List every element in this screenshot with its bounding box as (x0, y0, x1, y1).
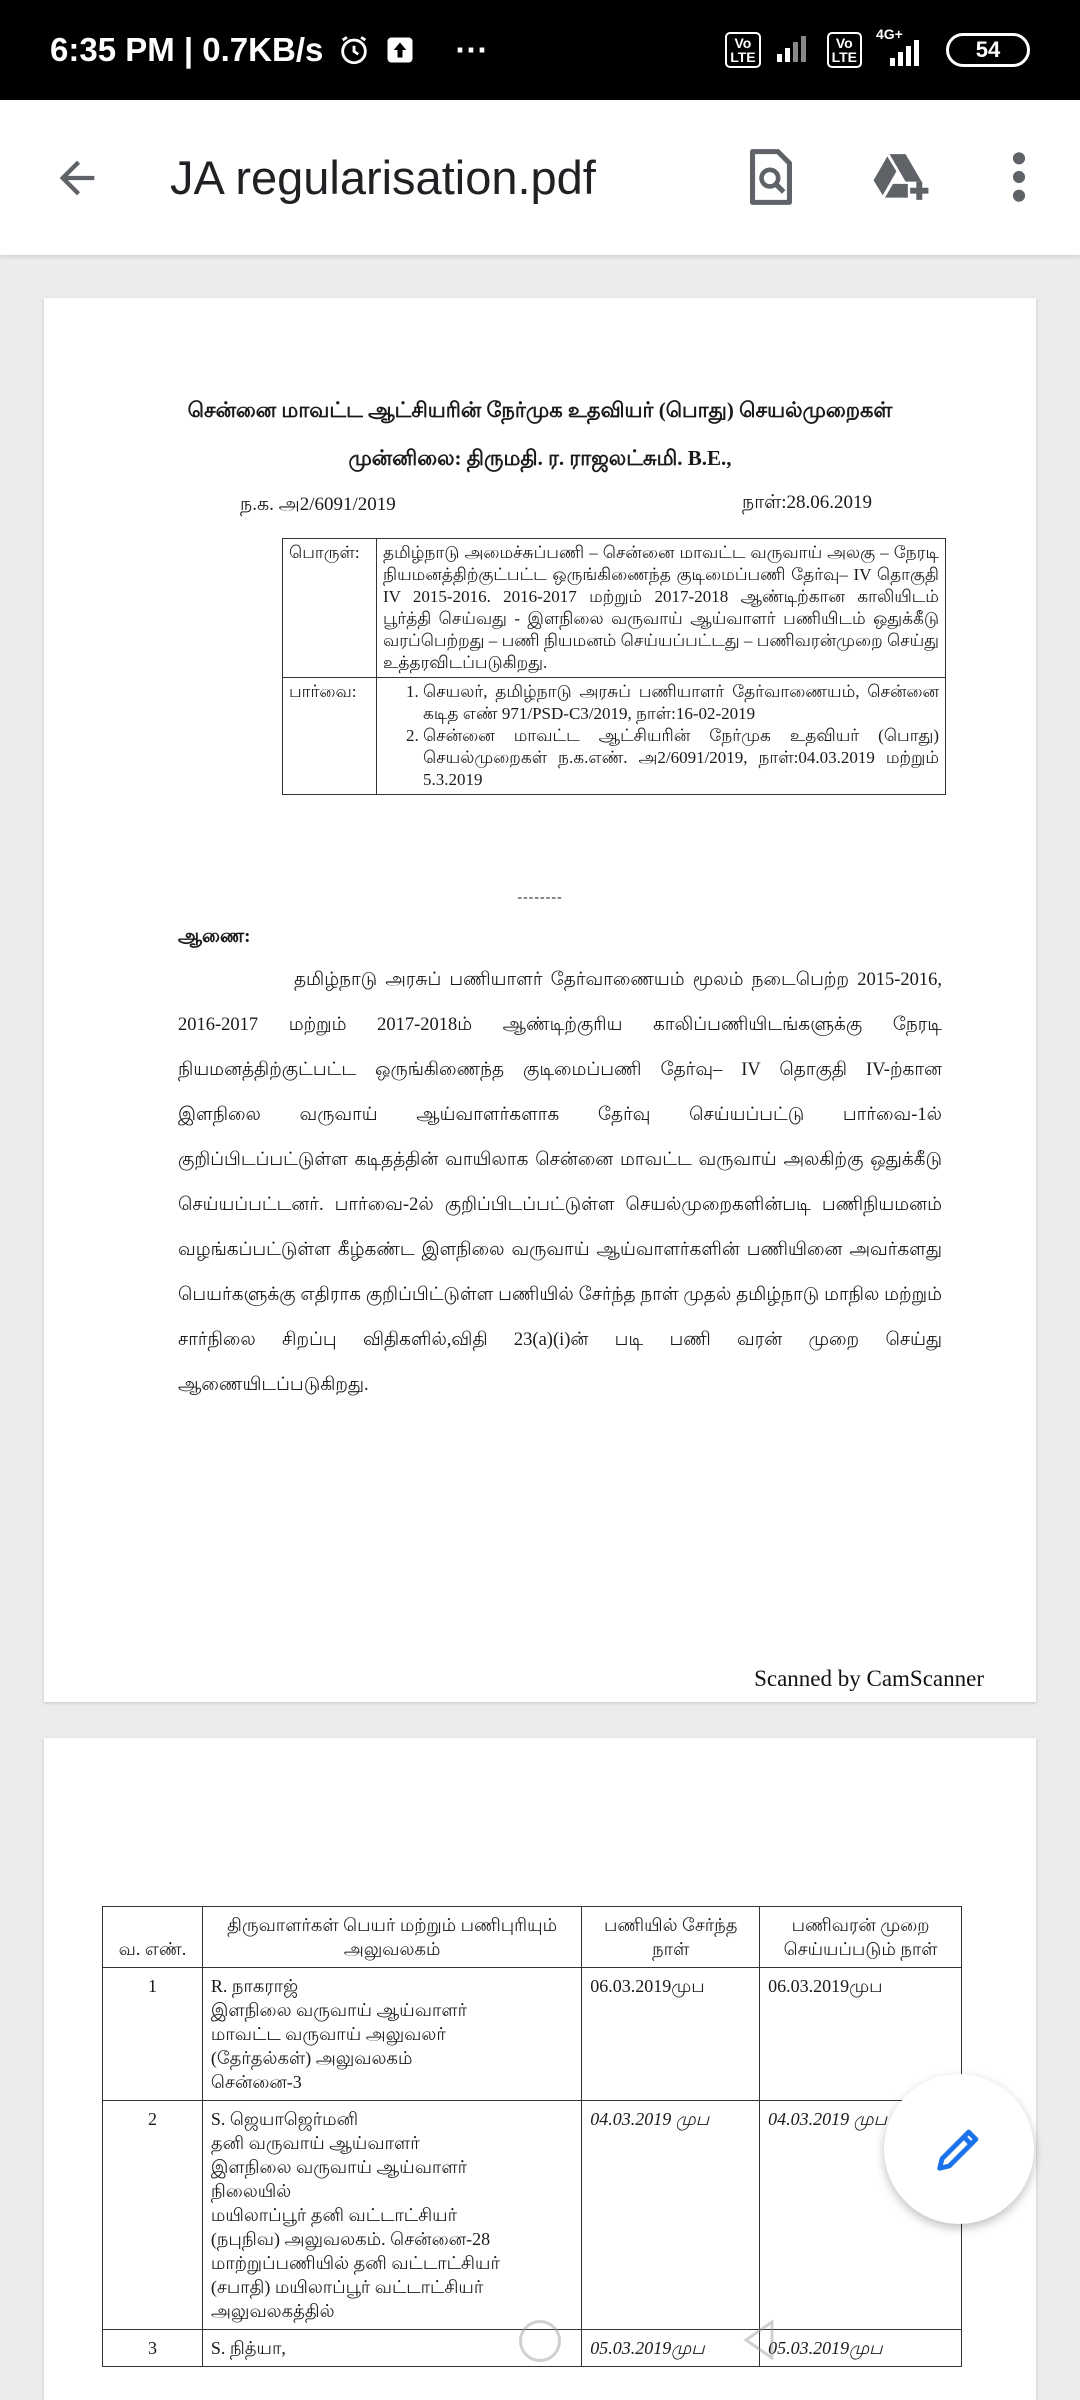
reference-list (383, 681, 939, 791)
row-name: S. ஜெயாஜெர்மனி தனி வருவாய் ஆய்வாளர் இளநிலை வருவாய் ஆய்வாளர் நிலையில் மயிலாப்பூர் தனி வட்டாட்சியர் (நபுநிவ) அலுவலகம். சென்னை-28 மாற்றுப்பணியில் தனி வட்டாட்சியர் (சபாதி) மயிலாப்பூர் வட்டாட்சியர் அலுவலகத்தில் (202, 2101, 581, 2330)
edit-fab-button[interactable] (884, 2074, 1034, 2224)
row-serial: 1 (103, 1968, 203, 2101)
battery-indicator: 54 (946, 33, 1030, 67)
header-regularised-date: பணிவரன் முறை செய்யப்படும் நாள் (760, 1907, 962, 1968)
more-options-button[interactable] (974, 132, 1064, 222)
nav-home-button[interactable] (519, 2320, 561, 2362)
status-time-speed: 6:35 PM | 0.7KB/s (50, 31, 324, 68)
volte-badge-2: Vo LTE (827, 32, 862, 68)
row-serial: 2 (103, 2101, 203, 2330)
header-name: திருவாளர்கள் பெயர் மற்றும் பணிபுரியும் அலுவலகம் (202, 1907, 581, 1968)
page-heading-2: முன்னிலை: திருமதி. ர. ராஜலட்சுமி. B.E., (348, 446, 732, 470)
pencil-icon (930, 2120, 988, 2178)
arrow-left-icon (51, 152, 103, 204)
header-joined-date: பணியில் சேர்ந்த நாள் (582, 1907, 760, 1968)
find-in-document-button[interactable] (726, 132, 816, 222)
row-regularised-date: 06.03.2019முப (760, 1968, 962, 2101)
row-regularised-date: 05.03.2019முப (760, 2330, 962, 2367)
order-label: ஆணை: (178, 926, 251, 947)
reference-item: 2. சென்னை மாவட்ட ஆட்சியரின் நேர்முக உதவியர் (பொது) செயல்முறைகள் ந.க.எண். அ2/6091/2019, நாள்:04.03.2019 மற்றும் 5.3.2019 (423, 725, 939, 791)
reference-label: பார்வை: (283, 678, 377, 795)
row-joined-date: 04.03.2019 முப (582, 2101, 760, 2330)
subject-reference-table (282, 538, 946, 795)
network-type: 4G+ (876, 26, 903, 42)
row-name: R. நாகராஜ் இளநிலை வருவாய் ஆய்வாளர் மாவட்ட வருவாய் அலுவலர் (தேர்தல்கள்) அலுவலகம் சென்னை-3 (202, 1968, 581, 2101)
row-joined-date: 05.03.2019முப (582, 2330, 760, 2367)
status-bar (0, 0, 1080, 100)
signal-icon-2 (888, 36, 928, 73)
order-date: நாள்:28.06.2019 (742, 492, 873, 513)
row-serial: 3 (103, 2330, 203, 2367)
nav-back-icon[interactable] (740, 2318, 776, 2362)
volte-badge-1: Vo LTE (725, 32, 760, 68)
order-text: தமிழ்நாடு அரசுப் பணியாளர் தேர்வாணையம் மூலம் நடைபெற்ற 2015-2016, 2016-2017 மற்றும் 2017-2018ம் ஆண்டிற்குரிய காலிப்பணியிடங்களுக்கு நேரடி நியமனத்திற்குட்பட்ட ஒருங்கிணைந்த குடிமைப்பணி தேர்வு– IV தொகுதி IV-ற்கான இளநிலை வருவாய் ஆய்வாளர்களாக தேர்வு செய்யப்பட்டு பார்வை-1ல் குறிப்பிடப்பட்டுள்ள கடிதத்தின் வாயிலாக சென்னை மாவட்ட வருவாய் அலகிற்கு ஒதுக்கீடு செய்யப்பட்டனர். பார்வை-2ல் குறிப்பிடப்பட்டுள்ள செயல்முறைகளின்படி பணிநியமனம் வழங்கப்பட்டுள்ள கீழ்கண்ட இளநிலை வருவாய் ஆய்வாளர்களின் பணியினை அவர்களது பெயர்களுக்கு எதிராக குறிப்பிட்டுள்ள பணியில் சேர்ந்த நாள் முதல் தமிழ்நாடு மாநில மற்றும் சார்நிலை சிறப்பு விதிகளில்,விதி 23(a)(i)ன் படி பணி வரன் முறை செய்து ஆணையிடப்படுகிறது. (178, 970, 942, 1395)
table-row (103, 1968, 962, 2101)
row-name: S. நித்யா, (202, 2330, 581, 2367)
document-title: JA regularisation.pdf (170, 151, 596, 204)
back-button[interactable] (32, 133, 122, 223)
subject-row (283, 539, 946, 678)
row-regularised-date: 04.03.2019 முப (760, 2101, 962, 2330)
row-joined-date: 06.03.2019முப (582, 1968, 760, 2101)
subject-label: பொருள்: (283, 539, 377, 678)
google-drive-add-icon (869, 148, 933, 206)
pdf-page-1 (44, 298, 1036, 1702)
more-vert-icon (1009, 149, 1029, 205)
camscanner-watermark: Scanned by CamScanner (754, 1666, 984, 1691)
document-search-icon (743, 147, 799, 207)
reference-item: 1. செயலர், தமிழ்நாடு அரசுப் பணியாளர் தேர்வாணையம், சென்னை கடித எண் 971/PSD-C3/2019, நாள்:16-02-2019 (423, 681, 939, 725)
subject-text: தமிழ்நாடு அமைச்சுப்பணி – சென்னை மாவட்ட வருவாய் அலகு – நேரடி நியமனத்திற்குட்பட்ட ஒருங்கிணைந்த குடிமைப்பணி தேர்வு– IV தொகுதி IV 2015-2016. 2016-2017 மற்றும் 2017-2018 ஆண்டிற்கான காலியிடம் பூர்த்தி செய்வது - இளநிலை வருவாய் ஆய்வாளர் பணியிடம் ஒதுக்கீடு வரப்பெற்றது – பணி நியமனம் செய்யப்பட்டது – பணிவரன்முறை செய்து உத்தரவிடப்படுகிறது. (377, 539, 946, 678)
page-heading-1: சென்னை மாவட்ட ஆட்சியரின் நேர்முக உதவியர் (பொது) செயல்முறைகள் (187, 398, 893, 422)
signal-icon-1 (775, 32, 813, 69)
reference-row (283, 678, 946, 795)
header-serial: வ. எண். (103, 1907, 203, 1968)
staff-table (102, 1906, 962, 2367)
status-more-dots: ··· (455, 31, 489, 68)
add-to-drive-button[interactable] (856, 132, 946, 222)
alarm-icon (337, 33, 371, 67)
app-bar (0, 100, 1080, 255)
reference-number: ந.க. அ2/6091/2019 (240, 494, 396, 515)
upload-icon (385, 35, 415, 65)
table-row (103, 2101, 962, 2330)
separator-dashes: -------- (517, 890, 563, 905)
pdf-page-2 (44, 1738, 1036, 2400)
table-header-row (103, 1907, 962, 1968)
